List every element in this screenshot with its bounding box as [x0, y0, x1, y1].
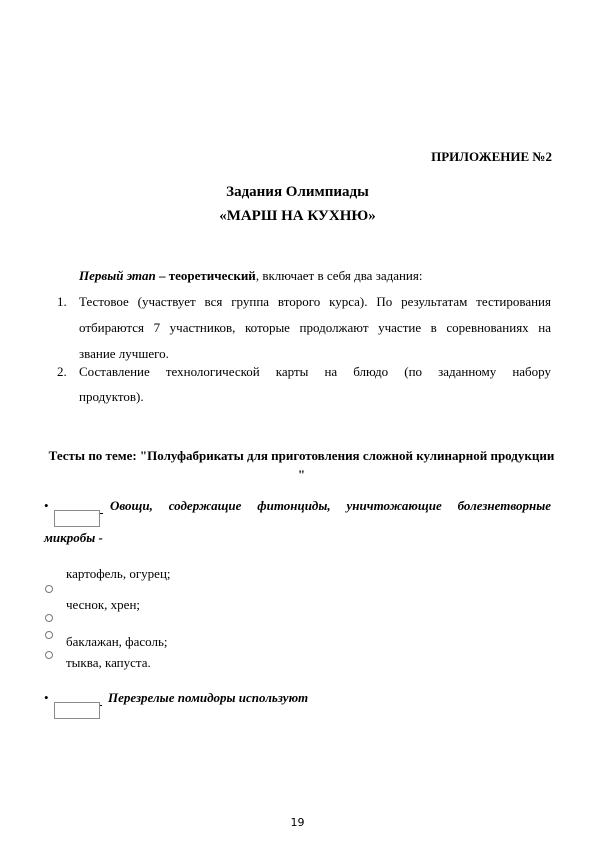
answer-input[interactable]: [54, 702, 100, 719]
answer-option: картофель, огурец;: [66, 566, 171, 581]
radio-button[interactable]: [45, 651, 53, 659]
task-number: 1.: [57, 294, 67, 309]
intro-rest: , включает в себя два задания:: [255, 268, 423, 283]
intro-stage: Первый этап: [79, 268, 156, 283]
radio-button[interactable]: [45, 614, 53, 622]
intro-kind: теоретический: [168, 268, 256, 283]
radio-button[interactable]: [45, 585, 53, 593]
intro-dash: –: [155, 268, 169, 283]
bullet: •: [44, 690, 49, 705]
answer-input[interactable]: [54, 510, 100, 527]
question-text: Перезрелые помидоры используют: [108, 690, 309, 705]
task-line: продуктов).: [79, 389, 144, 404]
olympiad-name: «МАРШ НА КУХНЮ»: [219, 208, 376, 224]
task-number: 2.: [57, 364, 67, 379]
question-text: Овощи, содержащие фитонциды, уничтожающие болезнетворные: [110, 498, 551, 513]
question-text-cont: микробы -: [44, 530, 103, 545]
task-line: звание лучшего.: [79, 346, 169, 361]
answer-option: чеснок, хрен;: [66, 597, 141, 612]
answer-option: баклажан, фасоль;: [66, 634, 168, 649]
page-title: Задания Олимпиады: [226, 184, 369, 200]
page-number: 19: [290, 816, 305, 829]
task-line: отбираются 7 участников, которые продолжают участие в соревнованиях на: [79, 320, 551, 335]
task-line: Составление технологической карты на блюдо (по заданному набору: [79, 364, 551, 379]
radio-button[interactable]: [45, 631, 53, 639]
task-line: Тестовое (участвует вся группа второго курса). По результатам тестирования: [79, 294, 551, 309]
bullet: •: [44, 498, 49, 513]
answer-option: тыква, капуста.: [66, 655, 151, 670]
tests-heading: Тесты по теме: "Полуфабрикаты для приготовления сложной кулинарной продукции ": [48, 448, 555, 482]
appendix-label: ПРИЛОЖЕНИЕ №2: [431, 149, 552, 164]
intro-paragraph: [79, 268, 422, 284]
